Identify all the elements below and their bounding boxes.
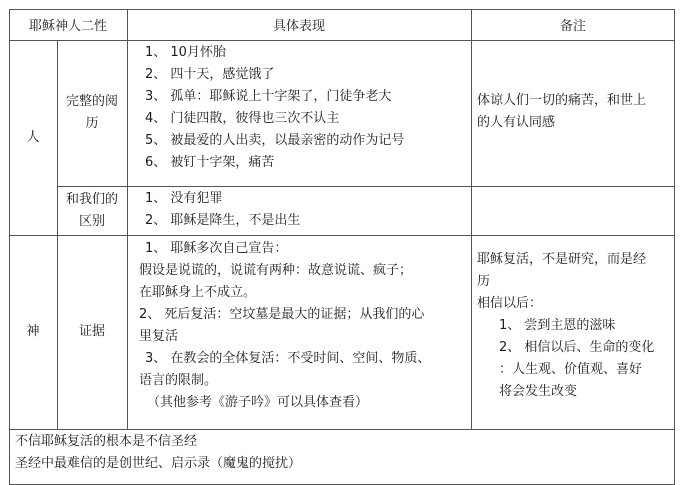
footer-divider [9, 429, 675, 430]
complete-experience-label [57, 40, 127, 186]
evidence-line: 里复活 [139, 329, 179, 344]
note-line: 的人有认同感 [477, 115, 556, 130]
complete-experience-note [477, 90, 671, 134]
table [9, 9, 675, 471]
label-line: 和我们的 [65, 191, 118, 207]
note-line: 耶稣复活，不是研究，而是经 [477, 252, 647, 267]
label-line: 完整的阅 [65, 94, 118, 109]
evidence-line: 语言的限制。 [139, 373, 218, 388]
list-item: 2、 耶稣是降生，不是出生 [145, 213, 301, 228]
evidence-note [477, 249, 671, 403]
evidence-label: 证据 [78, 324, 105, 339]
label-line: 历 [85, 116, 99, 131]
difference-list [145, 188, 465, 232]
evidence-line: （其他参考《游子吟》可以具体查看） [147, 395, 369, 410]
evidence-line: 假设是说谎的，说谎有两种：故意说谎、疯子； [139, 263, 413, 278]
human-label: 人 [26, 129, 40, 145]
list-item: 5、 被最爱的人出卖，以最亲密的动作为记号 [145, 133, 405, 148]
label-line: 区别 [78, 213, 105, 229]
complete-experience-list [145, 42, 465, 174]
human-sub-divider [57, 186, 675, 187]
col-divider-3 [471, 9, 472, 429]
divine-label: 神 [26, 324, 40, 339]
list-item: 4、 门徒四散，彼得也三次不认主 [145, 111, 340, 126]
note-line: 将会发生改变 [499, 384, 578, 399]
list-item: 3、 孤单：耶稣说上十字架了，门徒争老大 [145, 89, 392, 104]
difference-label [57, 186, 127, 235]
header-notes: 备注 [559, 19, 586, 34]
col-divider-2 [127, 9, 128, 429]
evidence-content [139, 238, 469, 414]
list-item: 6、 被钉十字架，痛苦 [145, 155, 275, 170]
note-line: 体谅人们一切的痛苦，和世上 [477, 93, 647, 108]
footer-notes [15, 431, 665, 475]
note-line: 历 [477, 274, 491, 289]
header-nature: 耶稣神人二性 [28, 19, 107, 34]
footer-line: 不信耶稣复活的根本是不信圣经 [15, 434, 198, 449]
list-item: 1、 10月怀胎 [145, 45, 226, 60]
note-line: ：人生观、价值观、喜好 [499, 362, 643, 377]
evidence-line: 1、 耶稣多次自己宣告： [145, 241, 288, 256]
evidence-line: 3、 在教会的全体复活：不受时间、空间、物质、 [145, 351, 431, 366]
note-line: 1、 尝到主恩的滋味 [499, 318, 616, 333]
evidence-line: 在耶稣身上不成立。 [139, 285, 257, 300]
list-item: 2、 四十天，感觉饿了 [145, 67, 275, 82]
header-manifestation: 具体表现 [272, 19, 325, 34]
evidence-line: 2、 死后复活：空坟墓是最大的证据；从我们的心 [139, 307, 425, 322]
note-line: 相信以后： [477, 296, 543, 311]
border-right [674, 9, 675, 485]
footer-line: 圣经中最难信的是创世纪、启示录（魔鬼的搅扰） [15, 456, 302, 471]
note-line: 2、 相信以后、生命的变化 [499, 340, 655, 355]
list-item: 1、 没有犯罪 [145, 191, 223, 206]
